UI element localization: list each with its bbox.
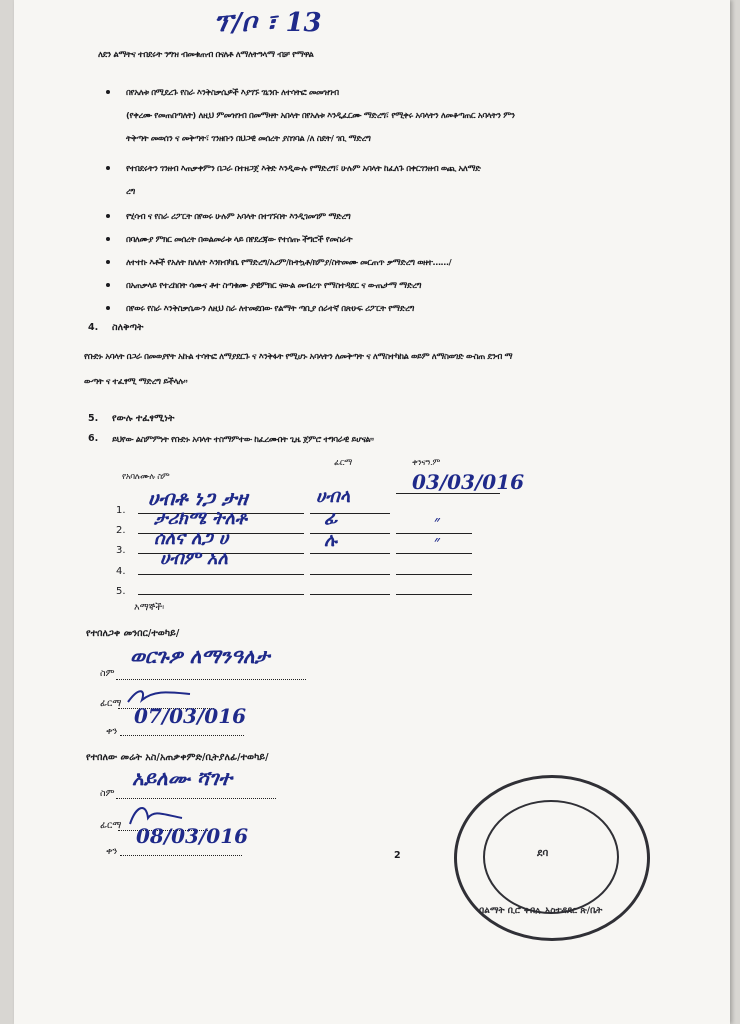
- signer-name: ሀብቶ ነጋ ታዘ: [148, 486, 248, 510]
- row-number: 1.: [116, 505, 126, 516]
- receiver-2-name: አይለሙ ሻገተ: [132, 766, 232, 790]
- bullet-dot: [106, 214, 110, 218]
- column-header-date: ቀንናዓ.ም: [412, 457, 440, 467]
- list-item: [126, 302, 706, 325]
- receiver-2-sign-label: ፊርማ: [100, 820, 122, 831]
- date-line: [396, 552, 472, 554]
- list-item-line: (የቀረሙ የመጠበጣለት) ለዚህ ምመዝገብ በመማዛት አበላት በየአለቱ እንዲፈርሙ ማድረግ፣ የሚቀሩ አባላትን ለመቆጣጠር አባላትን ምን: [126, 110, 515, 120]
- name-line: [138, 573, 304, 575]
- receiver-1-date-line: [120, 734, 244, 736]
- section-4-line: የቡድኑ አባላት በጋራ በመወያየት አኩል ተሳትፎ ለማያደርጉ ና እንቅፋት የሚሆኑ አባላትን ለመቅጣት ና ለማስተካከል ወይም ለማስወገድ ውስጠ ደንብ ማ: [84, 351, 513, 361]
- sign-date: 03/03/016: [412, 470, 525, 494]
- section-6-number: 6.: [88, 433, 99, 444]
- receiver-2-date-label: ቀን: [106, 846, 118, 857]
- list-item-line: የሂሳብ ና የስራ ሪፖርት በየወሩ ሁሉም አባላት በተገኙበት እንዲገመገም ማድረግ: [126, 211, 351, 221]
- column-header-name: የአባሉሙሉ ስም: [122, 471, 170, 481]
- receiver-2-date-line: [120, 854, 242, 856]
- list-item-line: በአጠቃላይ የተረከበት ሳሙና ቶተ ስጣቁሙ ያዊምክር ናውል መብረጥ የማስተዳደር ና ውጤታማ ማድረግ: [126, 280, 422, 290]
- section-4-title: ስለቅጣት: [112, 322, 144, 333]
- page-number: 2: [394, 850, 401, 861]
- receiver-1-date: 07/03/016: [134, 704, 247, 728]
- signature-line: [310, 552, 390, 554]
- signature-line: [310, 512, 390, 514]
- name-line: [138, 593, 304, 595]
- receiver-2-name-label: ስም: [100, 788, 115, 799]
- row-number: 5.: [116, 586, 126, 597]
- stamp-inner-text: ደባ: [537, 848, 549, 859]
- receiver-1-name: ወርጉዎ ለማንዓለታ: [130, 644, 270, 668]
- receiver-2-name-line: [116, 797, 276, 799]
- list-item: [126, 210, 706, 233]
- list-item-line: ረግ: [126, 186, 135, 196]
- sign-date: ״: [434, 532, 441, 551]
- list-item-line: በየወሩ የስራ እንቅስቃሴውን ለዚህ ስራ ለተመደበው የልማት ጣቢያ ሰራተኛ በጽሁፍ ሪፖርት የማድረግ: [126, 303, 415, 313]
- row-number: 3.: [116, 545, 126, 556]
- list-item-line: የተበደሩትን ገንዘብ እጠቃቀምን በጋራ በተዘጋጀ እቅድ እንዲውሉ የማድረግ፣ ሁሉም አባላት ከፈለጉ በቀርገንዘብ ወጪ አለማድ: [126, 163, 481, 173]
- row-number: 2.: [116, 525, 126, 536]
- date-line: [396, 492, 500, 494]
- receiver-1-title: የተበለጋቀ መንበር/ተወካይ/: [86, 628, 180, 639]
- list-item: [126, 162, 706, 210]
- list-item-line: ለተተኩ እቶች የአለት ክለለት እንክብካቤ የማድረግ/አረም/ኩትኳቶ/ክምያ/ስትመሙ መርጠጥ ቃማድረግ ወዘተ……/: [126, 257, 452, 267]
- intro-line: ለደን ልማትና ተበደሩት ንግዝ ብመቁጠብ በናለቶ ለማለትዓላማ ብቻ የማዋል: [98, 49, 314, 59]
- list-item: [126, 86, 706, 162]
- receiver-2-title: የተበለው መሬት አስ/አጠቃቀምድ/ቢትያለፊ/ተወካይ/: [86, 752, 269, 763]
- stamp-inner-ring: [483, 800, 619, 914]
- section-4-line: ውጣት ና ተፈፃሚ ማድረግ ይችላሉ።: [84, 376, 188, 386]
- signer-signature: ፊ: [324, 508, 338, 529]
- bullet-dot: [106, 237, 110, 241]
- receiver-1-sign-label: ፊርማ: [100, 698, 122, 709]
- bullet-dot: [106, 90, 110, 94]
- duties-list: [126, 86, 706, 325]
- signer-signature: ሀብላ: [316, 486, 351, 507]
- date-line: [396, 593, 472, 595]
- list-item-line: በየአለቱ በሚደረጉ የስራ እንቅስቃሴዎች እያገኙ ገኒንቡ ለተሳትፎ መመዝገብ: [126, 87, 339, 97]
- list-item: [126, 233, 706, 256]
- section-5-title: የውሉ ተፈፃሚነት: [112, 413, 175, 424]
- bullet-dot: [106, 306, 110, 310]
- signature-line: [310, 593, 390, 595]
- section-6-text: ይህየው ልስምምነት የቡድኑ አባላት ተስማምተው ከፈረሙበት ጊዜ ጀምሮ ተግባራዊ ይሆናል።: [112, 434, 374, 444]
- row-number: 4.: [116, 566, 126, 577]
- column-header-signature: ፊርማ: [334, 457, 352, 467]
- list-item: [126, 279, 706, 302]
- bullet-dot: [106, 166, 110, 170]
- handwritten-reference: ፕ/ቦ ፣ 13: [214, 8, 322, 38]
- signer-name: ታሪክሜ ትለቶ: [154, 508, 247, 529]
- signature-line: [310, 532, 390, 534]
- section-4-number: 4.: [88, 322, 99, 333]
- signer-name: ሀብም አለ: [160, 548, 228, 569]
- receiver-2-date: 08/03/016: [136, 824, 249, 848]
- official-stamp: [454, 775, 650, 941]
- list-item: [126, 256, 706, 279]
- list-item-line: ትቅጣት መወሰን ና መቅጣት፣ ገንዘቡን በህጋዊ መሰረት ያስገባል /ለ ስደት/ ገቢ ማድረግ: [126, 133, 371, 143]
- list-item-line: በባለሙያ ምክር መሰረት በወልመራቱ ላይ በየደረጃው የተሰጡ ችግሮች የመስራት: [126, 234, 353, 244]
- sign-date: ״: [434, 512, 441, 531]
- document-page: [14, 0, 730, 1024]
- bullet-dot: [106, 260, 110, 264]
- receiver-1-name-label: ስም: [100, 668, 115, 679]
- stamp-outer-text: በልማት ቢሮ ቀበሌ አስተዳደር ጽ/ቤት: [479, 906, 603, 916]
- signer-signature: ሉ: [324, 530, 337, 551]
- receiver-1-name-line: [116, 678, 306, 680]
- signer-name: ሰለና ለጋ ሀ: [154, 528, 229, 549]
- bullet-dot: [106, 283, 110, 287]
- receiver-1-date-label: ቀን: [106, 726, 118, 737]
- section-5-number: 5.: [88, 413, 99, 424]
- signature-line: [310, 573, 390, 575]
- date-line: [396, 573, 472, 575]
- witnesses-label: እማኞች፡: [134, 602, 165, 613]
